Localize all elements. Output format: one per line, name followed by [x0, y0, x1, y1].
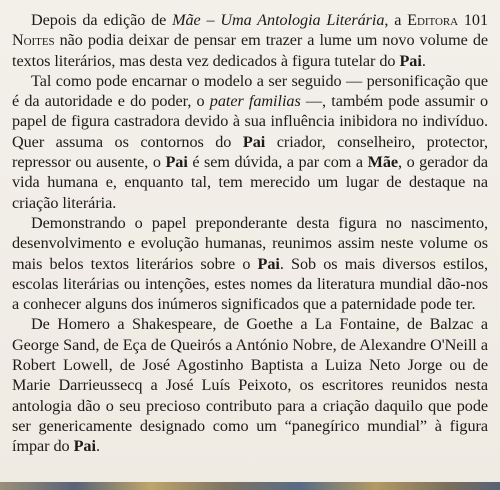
text-run: . Sob os mais diversos estilos, escolas literárias ou intenções, estes nomes da literatura mundial dão-nos a conhecer alguns dos inúmeros significados que a paternidade pode ter.	[12, 254, 488, 314]
italic-run: pater familias	[209, 92, 301, 111]
text-run: , a	[384, 11, 408, 29]
text-run: , o gerador da vida humana e, enquanto tal, tem merecido um lugar de destaque na criação literária.	[12, 153, 488, 212]
cover-image-strip	[0, 482, 500, 490]
bold-run: Pai	[165, 153, 188, 172]
paragraph-3	[12, 213, 488, 314]
bold-run: Pai	[257, 254, 280, 273]
text-run: .	[95, 437, 100, 456]
text-run: Demonstrando o papel preponderante desta figura no nascimento, desenvolvimento e evolução humanas, reunimos assim neste volume os mais belos textos literários sobre o	[12, 213, 488, 273]
text-run: não podia deixar de pensar em trazer a lume um novo volume de textos literários, mas desta vez dedicados à figura tutelar do	[12, 31, 488, 70]
text-run: De Homero a Shakespeare, de Goethe a La Fontaine, de Balzac a George Sand, de Eça de Queirós a António Nobre, de Alexandre O'Neill a Robert Lowell, de José Agostinho Baptista a Luiza Neto Jorge ou de Marie Darrieussecq a José Luís Peixoto, os escritores reunidos nesta antologia dão o seu precioso contributo para a criação daquilo que pode ser genericamente designado como um “panegírico mundial” à figura ímpar do	[12, 315, 488, 456]
text-run: .	[421, 51, 426, 70]
text-run: Tal como pode encarnar o modelo a ser seguido — personificação que é da autoridade e do poder, o	[12, 71, 488, 111]
bold-run: Pai	[399, 51, 422, 70]
paragraph-2	[12, 71, 488, 213]
text-run: criador, conselheiro, protector, repressor ou ausente, o	[12, 132, 488, 172]
italic-run: Mãe – Uma Antologia Literária	[172, 11, 385, 29]
body-text	[12, 10, 488, 457]
text-run: Depois da edição de	[31, 11, 173, 29]
paragraph-4	[12, 314, 488, 456]
bold-run: Pai	[73, 437, 96, 456]
text-run: —, também pode assumir o papel de figura castradora devido à sua influência inibidora no indivíduo. Quer assuma os contornos do	[12, 92, 489, 151]
paragraph-1	[12, 10, 488, 71]
text-run: é sem dúvida, a par com a	[187, 153, 368, 172]
small-caps-run: Editora 101 Noites	[12, 11, 488, 50]
bold-run: Pai	[242, 132, 266, 151]
bold-run: Mãe	[367, 153, 399, 172]
